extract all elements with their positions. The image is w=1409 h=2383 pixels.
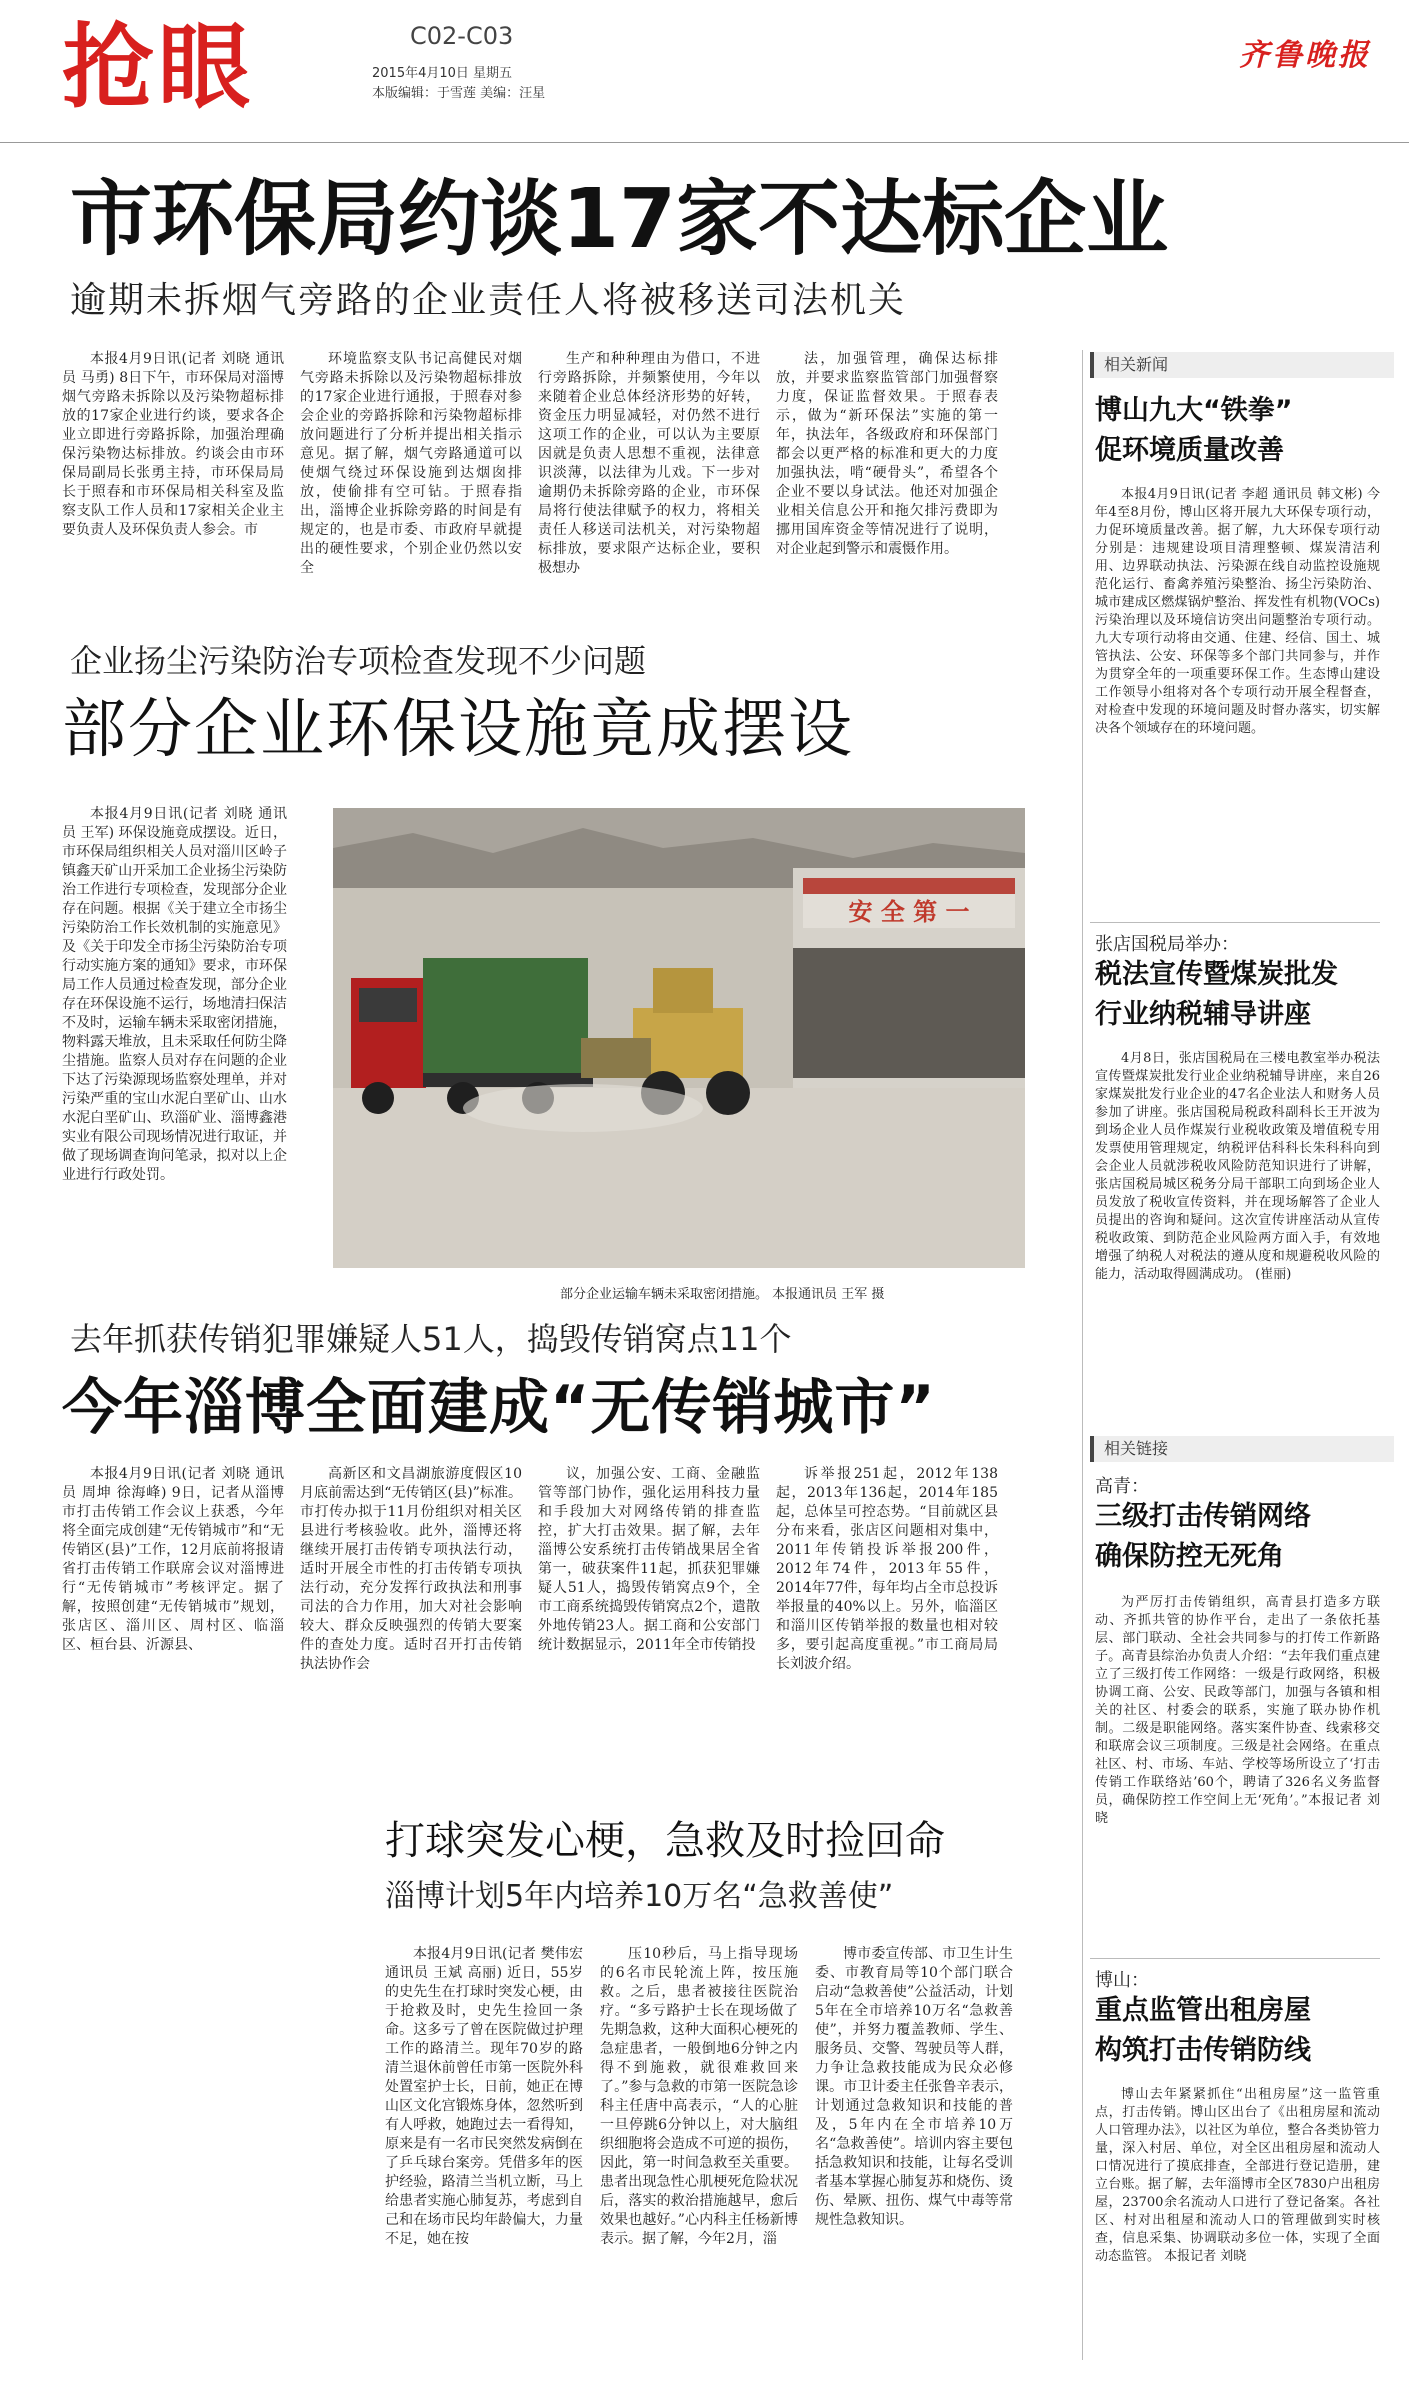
news-photo-trucks [333, 808, 1025, 1268]
sidebar-item-4-body: 博山去年紧紧抓住“出租房屋”这一监管重点，打击传销。博山区出台了《出租房屋和流动人口管理办法》，以社区为单位，整合各类协管力量，深入村居、单位，对全区出租房屋和流动人口情况进行了摸底排查，全部进行登记造册，建立台账。据了解，去年淄博市全区7830户出租房屋，23700余名流动人口进行了登记备案。各社区、村对出租屋和流动人口的管理做到实时核查，信息采集、协调联动多位一体，实现了全面动态监管。 本报记者 刘晓 [1095, 2087, 1380, 2264]
article-1-column-3: 生产和种种理由为借口，不进行旁路拆除，并频繁使用，今年以来随着企业总体经济形势的好转，资金压力明显减轻，对仍然不进行这项工作的企业，可以认为主要原因就是负责人思想不重视，法律意识淡薄，以法律为儿戏。下一步对逾期仍未拆除旁路的企业，市环保局将行使法律赋予的权力，将相关责任人移送司法机关，对污染物超标排放，要求限产达标企业，要积极想办 [538, 351, 760, 576]
headline-article-3: 今年淄博全面建成“无传销城市” [62, 1373, 936, 1443]
headline-article-4: 打球突发心梗，急救及时捡回命 [385, 1818, 945, 1864]
sidebar-item-4-title-line-2: 构筑打击传销防线 [1095, 2035, 1311, 2066]
issue-date: 2015年4月10日 星期五 [372, 66, 513, 81]
article-4-column-1: 本报4月9日讯(记者 樊伟宏 通讯员 王斌 高丽) 近日，55岁的史先生在打球时突发心梗，由于抢救及时，史先生捡回一条命。这多亏了曾在医院做过护理工作的路清兰。现年70岁的路清兰退休前曾任市第一医院外科处置室护士长，日前，她正在博山区文化宫锻炼身体，忽然听到有人呼救，她跑过去一看得知，原来是有一名市民突然发病倒在了乒乓球台案旁。凭借多年的医护经验，路清兰当机立断，马上给患者实施心肺复苏，考虑到自己和在场市民均年龄偏大，力量不足，她在按 [385, 1946, 583, 2247]
sidebar-item-2-prefix: 张店国税局举办： [1095, 934, 1239, 955]
sidebar-separator-2 [1090, 1958, 1380, 1959]
sidebar-item-2-title-line-1: 税法宣传暨煤炭批发 [1095, 959, 1338, 990]
sidebar-item-1-body: 本报4月9日讯(记者 李超 通讯员 韩文彬) 今年4至8月份，博山区将开展九大环保专项行动，力促环境质量改善。据了解，九大环保专项行动分别是：违规建设项目清理整顿、煤炭清洁利用、边界联动执法、污染源在线自动监控设施规范化运行、畜禽养殖污染整治、扬尘污染防治、城市建成区燃煤锅炉整治、挥发性有机物(VOCs)污染治理以及环境信访突出问题整治专项行动。九大专项行动将由交通、住建、经信、国土、城管执法、公安、环保等多个部门共同参与，并作为贯穿全年的一项重要环保工作。生态博山建设工作领导小组将对各个专项行动开展全程督查，对检查中发现的环境问题及时督办落实，切实解决各个领域存在的环境问题。 [1095, 487, 1380, 736]
article-4-column-2: 压10秒后，马上指导现场的6名市民轮流上阵，按压施救。之后，患者被接往医院治疗。“多亏路护士长在现场做了先期急救，这种大面积心梗死的急症患者，一般倒地6分钟之内得不到施救，就很难救回来了。”参与急救的市第一医院急诊科主任唐中高表示，“人的心脏一旦停跳6分钟以上，对大脑组织细胞将会造成不可逆的损伤，因此，第一时间急救至关重要。患者出现急性心肌梗死危险状况后，落实的救治措施越早，愈后效果也越好。”心内科主任杨新博表示。据了解，今年2月，淄 [600, 1946, 798, 2247]
masthead-divider [0, 142, 1409, 143]
kicker-article-2: 企业扬尘污染防治专项检查发现不少问题 [70, 642, 647, 680]
sidebar-item-3-prefix: 高青： [1095, 1476, 1149, 1497]
photo-caption: 部分企业运输车辆未采取密闭措施。 本报通讯员 王军 摄 [560, 1287, 885, 1302]
sidebar-label-related-links: 相关链接 [1090, 1436, 1394, 1462]
sidebar-item-4-prefix: 博山： [1095, 1970, 1149, 1991]
sidebar-separator [1090, 922, 1380, 923]
page-code: C02-C03 [410, 22, 514, 50]
article-2-column: 本报4月9日讯(记者 刘晓 通讯员 王军) 环保设施竟成摆设。近日，市环保局组织相关人员对淄川区岭子镇鑫天矿山开采加工企业扬尘污染防治工作进行专项检查，发现部分企业存在问题。根据《关于建立全市扬尘污染防治工作长效机制的实施意见》及《关于印发全市扬尘污染防治专项行动实施方案的通知》要求，市环保局工作人员通过检查发现，部分企业存在环保设施不运行，场地清扫保洁不及时，运输车辆未采取密闭措施，物料露天堆放，且未采取任何防尘降尘措施。监察人员对存在问题的企业下达了污染源现场监察处理单，并对污染严重的宝山水泥白垩矿山、山水水泥白垩矿山、玖淄矿业、淄博鑫港实业有限公司现场情况进行取证，并做了现场调查询问笔录，拟对以上企业进行行政处罚。 [62, 806, 287, 1183]
sidebar-divider [1082, 350, 1083, 2360]
newspaper-brand: 齐鲁晚报 [1239, 38, 1371, 73]
article-4-column-3: 博市委宣传部、市卫生计生委、市教育局等10个部门联合启动“急救善使”公益活动，计划5年在全市培养10万名“急救善使”，并努力覆盖教师、学生、服务员、交警、驾驶员等人群，力争让急救技能成为民众必修课。市卫计委主任张鲁辛表示，计划通过急救知识和技能的普及，5年内在全市培养10万名“急救善使”。培训内容主要包括急救知识和技能，让每名受训者基本掌握心肺复苏和烧伤、烫伤、晕厥、扭伤、煤气中毒等常规性急救知识。 [815, 1946, 1013, 2228]
article-1-column-1: 本报4月9日讯(记者 刘晓 通讯员 马勇) 8日下午，市环保局对淄博烟气旁路未拆除以及污染物超标排放的17家企业进行约谈，要求各企业立即进行旁路拆除，加强治理确保污染物达标排放。约谈会由市环保局副局长张勇主持，市环保局局长于照春和市环保局相关科室及监察支队工作人员和17家相关企业主要负责人及环保负责人参会。市 [62, 351, 284, 538]
sidebar-label-related-news: 相关新闻 [1090, 352, 1394, 378]
sidebar-item-2-body: 4月8日，张店国税局在三楼电教室举办税法宣传暨煤炭批发行业企业纳税辅导讲座，来自26家煤炭批发行业企业的47名企业法人和财务人员参加了讲座。张店国税局税政科副科长王开波为到场企业人员作煤炭行业税收政策及增值税专用发票使用管理规定，纳税评估科科长朱科科向到会企业人员就涉税收风险防范知识进行了讲解，张店国税局城区税务分局干部职工向到场企业人员发放了税收宣传资料，并在现场解答了企业人员提出的咨询和疑问。这次宣传讲座活动从宣传税收政策、到防范企业风险两方面入手，有效地增强了纳税人对税法的遵从度和规避税收风险的能力，活动取得圆满成功。 (崔丽) [1095, 1051, 1380, 1282]
sidebar-item-3-body: 为严厉打击传销组织，高青县打造多方联动、齐抓共管的协作平台，走出了一条依托基层、部门联动、全社会共同参与的打传工作新路子。高青县综治办负责人介绍：“去年我们重点建立了三级打传工作网络：一级是行政网络，积极协调工商、公安、民政等部门，加强与各镇和相关的社区、村委会的联系，实施了联办协作机制。二级是职能网络。落实案件协查、线索移交和联席会议三项制度。三级是社会网络。在重点社区、村、市场、车站、学校等场所设立了‘打击传销工作联络站’60个，聘请了326名义务监督员，确保防控工作空间上无‘死角’。”本报记者 刘晓 [1095, 1595, 1380, 1826]
article-3-column-2: 高新区和文昌湖旅游度假区10月底前需达到“无传销区(县)”标准。市打传办拟于11月份组织对相关区县进行考核验收。此外，淄博还将继续开展打击传销专项执法行动，适时开展全市性的打击传销专项执法行动，充分发挥行政执法和刑事司法的合力作用，加大对社会影响较大、群众反映强烈的传销大要案件的查处力度。适时召开打击传销执法协作会 [300, 1466, 522, 1672]
article-1-column-2: 环境监察支队书记高健民对烟气旁路未拆除以及污染物超标排放的17家企业进行通报，于照春对参会企业的旁路拆除和污染物超标排放问题进行了分析并提出相关指示意见。据了解，烟气旁路通道可以使烟气绕过环保设施到达烟囱排放，使偷排有空可钻。于照春指出，淄博企业拆除旁路的时间是有规定的，也是市委、市政府早就提出的硬性要求，个别企业仍然以安全 [300, 351, 522, 576]
safety-first-sign: 安 全 第 一 [848, 898, 970, 926]
headline-article-1: 市环保局约谈17家不达标企业 [70, 172, 1169, 267]
article-3-column-3: 议，加强公安、工商、金融监管等部门协作，强化运用科技力量和手段加大对网络传销的排查监控，扩大打击效果。据了解，去年淄博公安系统打击传销战果居全省第一，破获案件11起，抓获犯罪嫌疑人51人，捣毁传销窝点9个，全市工商系统捣毁传销窝点2个，遣散外地传销23人。据工商和公安部门统计数据显示，2011年全市传销投 [538, 1466, 760, 1653]
sidebar-item-3-title-line-2: 确保防控无死角 [1095, 1541, 1284, 1572]
sidebar-item-1-title-line-1: 博山九大“铁拳” [1095, 395, 1293, 426]
subheadline-article-1: 逾期未拆烟气旁路的企业责任人将被移送司法机关 [70, 280, 907, 321]
subheadline-article-4: 淄博计划5年内培养10万名“急救善使” [385, 1879, 894, 1914]
masthead-logo: 抢眼 [62, 14, 255, 121]
kicker-article-3: 去年抓获传销犯罪嫌疑人51人，捣毁传销窝点11个 [70, 1320, 792, 1358]
sidebar-item-3-title-line-1: 三级打击传销网络 [1095, 1501, 1311, 1532]
article-3-column-1: 本报4月9日讯(记者 刘晓 通讯员 周坤 徐海峰) 9日，记者从淄博市打击传销工作会议上获悉，今年将全面完成创建“无传销城市”和“无传销区(县)”工作，12月底前将报请省打击传销工作联席会议对淄博进行“无传销城市”考核评定。据了解，按照创建“无传销城市”规划，张店区、淄川区、周村区、临淄区、桓台县、沂源县、 [62, 1466, 284, 1653]
sidebar-item-2-title-line-2: 行业纳税辅导讲座 [1095, 999, 1311, 1030]
sidebar-item-4-title-line-1: 重点监管出租房屋 [1095, 1995, 1311, 2026]
article-3-column-4: 诉举报251起，2012年138起，2013年136起，2014年185起，总体呈可控态势。“目前就区县分布来看，张店区问题相对集中，2011年传销投诉举报200件，2012年74件，2013年55件，2014年77件，每年均占全市总投诉举报量的40%以上。另外，临淄区和淄川区传销举报的数量也相对较多，要引起高度重视。”市工商局局长刘波介绍。 [776, 1466, 998, 1672]
headline-article-2: 部分企业环保设施竟成摆设 [62, 693, 854, 767]
quarry-scene-illustration [333, 808, 1025, 1268]
editors-credit: 本版编辑：于雪莲 美编：汪星 [372, 86, 546, 101]
sidebar-item-1-title-line-2: 促环境质量改善 [1095, 435, 1284, 466]
article-1-column-4: 法，加强管理，确保达标排放，并要求监察监管部门加强督察力度，保证监督效果。于照春表示，做为“新环保法”实施的第一年，执法年，各级政府和环保部门都会以更严格的标准和更大的力度加强执法，啃“硬骨头”，希望各个企业不要以身试法。他还对加强企业相关信息公开和拖欠排污费即为挪用国库资金等情况进行了说明，对企业起到警示和震慑作用。 [776, 351, 998, 557]
